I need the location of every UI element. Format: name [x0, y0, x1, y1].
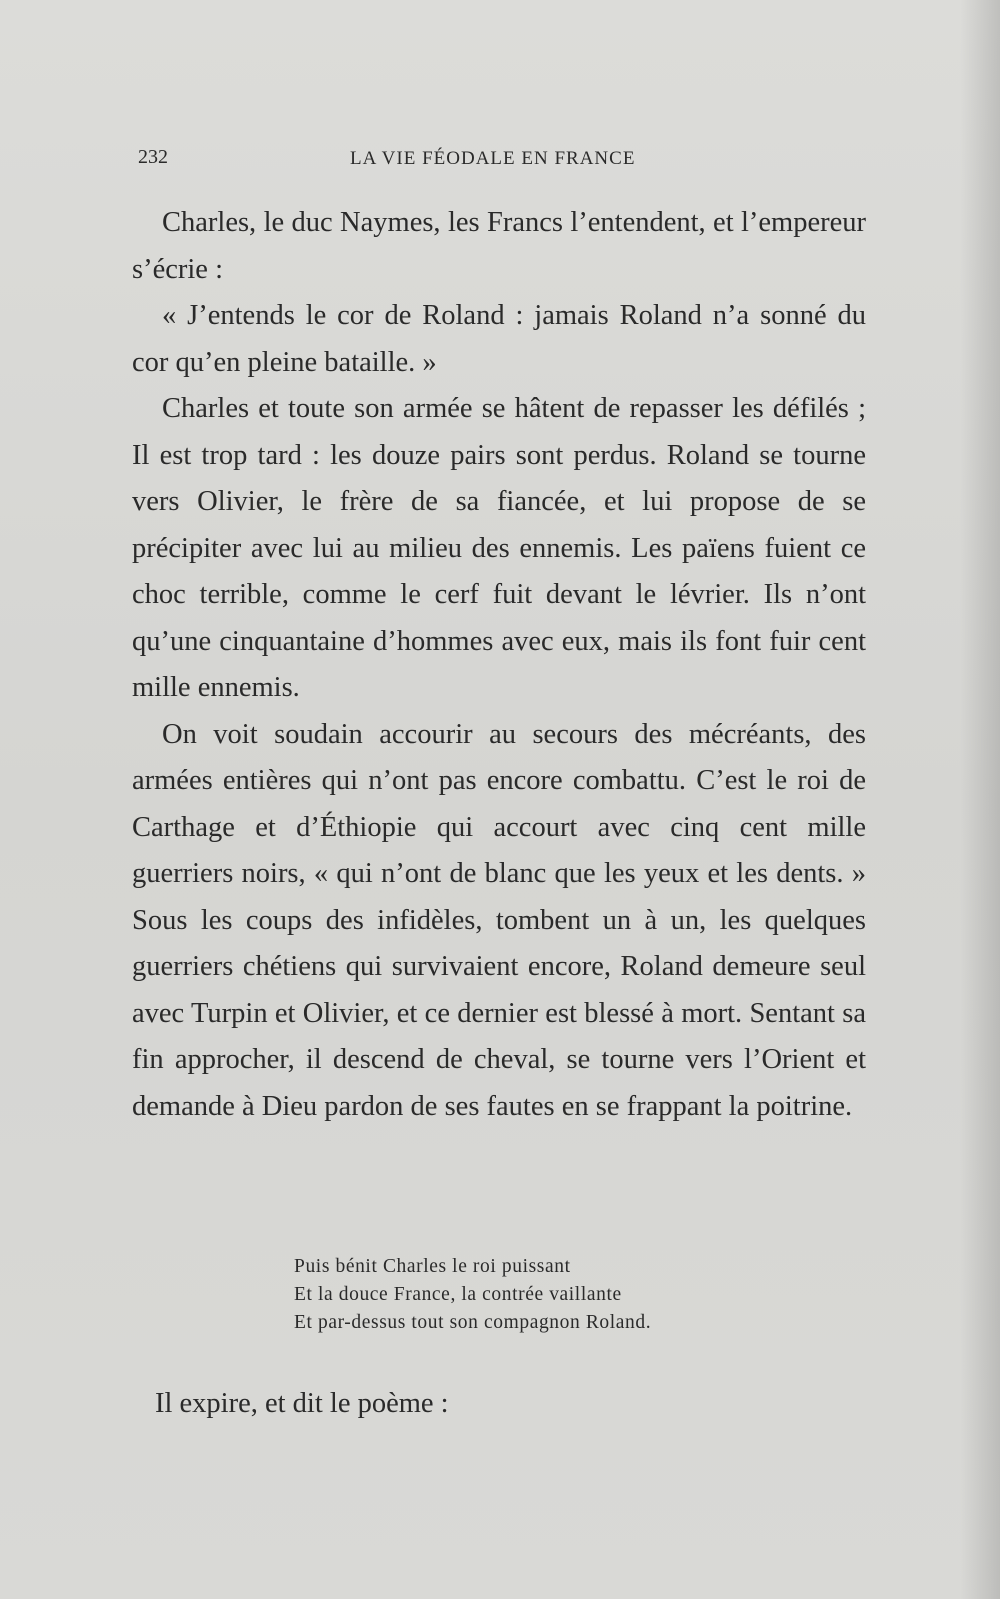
verse-quotation: [294, 1253, 794, 1337]
verse-line-2: Et la douce France, la contrée vaillante: [294, 1284, 622, 1305]
page-number: 232: [138, 146, 168, 168]
paragraph-1: Charles, le duc Naymes, les Francs l’entendent, et l’empereur s’écrie :: [132, 207, 866, 285]
verse-line-1: Puis bénit Charles le roi puissant: [294, 1256, 571, 1277]
paragraph-3: Charles et toute son armée se hâtent de repasser les défilés ; Il est trop tard : les douze pairs sont perdus. Roland se tourne vers Olivier, le frère de sa fiancée, et lui propose de se précipiter avec lui au milieu des ennemis. Les païens fuient ce choc terrible, comme le cerf fuit devant le lévrier. Ils n’ont qu’une cinquantaine d’hommes avec eux, mais ils font fuir cent mille ennemis.: [132, 393, 866, 703]
running-head: [138, 146, 868, 176]
body-text: [132, 200, 866, 1130]
verse-line-3: Et par-dessus tout son compagnon Roland.: [294, 1312, 652, 1333]
paragraph-2: « J’entends le cor de Roland : jamais Roland n’a sonné du cor qu’en pleine bataille. »: [132, 300, 866, 378]
running-title: LA VIE FÉODALE EN FRANCE: [350, 148, 636, 169]
closing-line: Il expire, et dit le poème :: [155, 1388, 449, 1419]
paragraph-4: On voit soudain accourir au secours des mécréants, des armées entières qui n’ont pas encore combattu. C’est le roi de Carthage et d’Éthiopie qui accourt avec cinq cent mille guerriers noirs, « qui n’ont de blanc que les yeux et les dents. » Sous les coups des infidèles, tombent un à un, les quelques guerriers chétiens qui survivaient encore, Roland demeure seul avec Turpin et Olivier, et ce dernier est blessé à mort. Sentant sa fin approcher, il descend de cheval, se tourne vers l’Orient et demande à Dieu pardon de ses fautes en se frappant la poitrine.: [132, 718, 866, 1122]
